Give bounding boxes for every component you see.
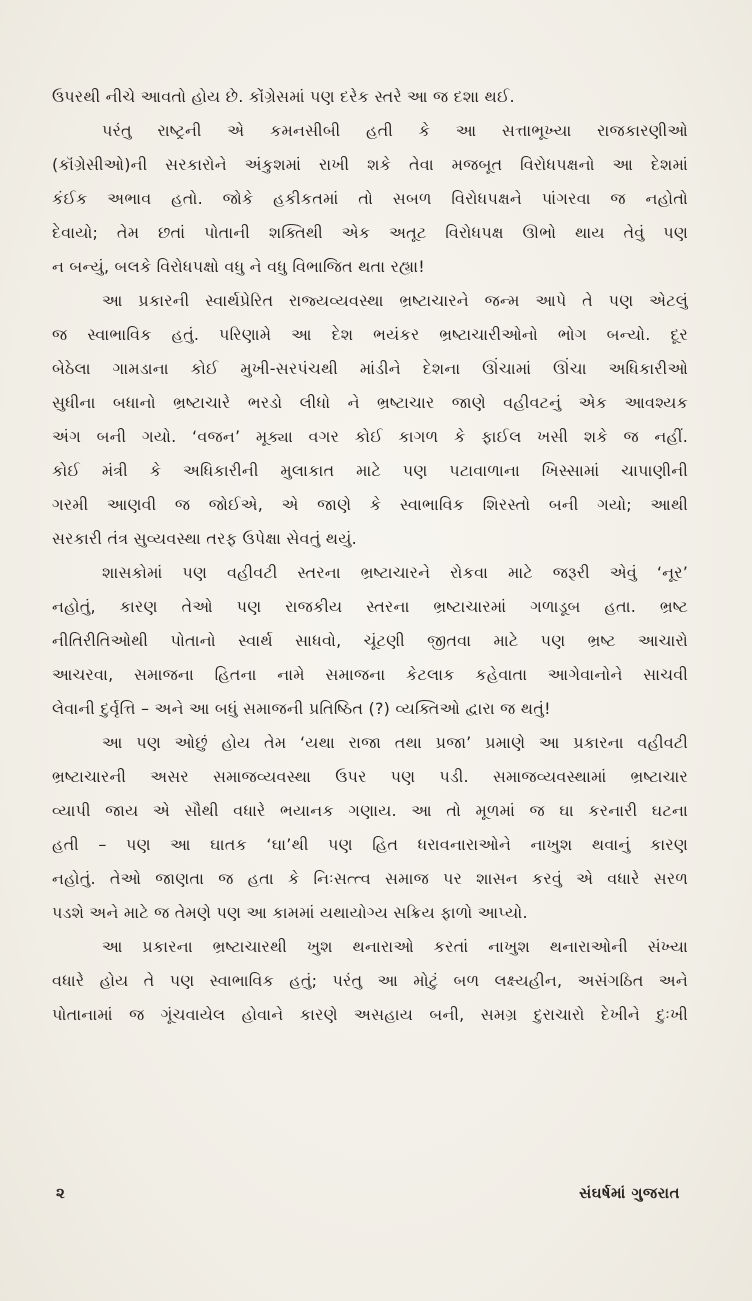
text-line: જ સ્વાભાવિક હતું. પરિણામે આ દેશ ભયંકર ભ્રષ્ટાચારીઓનો ભોગ બન્યો. દૂર	[52, 325, 688, 344]
text-line: પડશે અને માટે જ તેમણે પણ આ કામમાં યથાયોગ્ય સક્રિય ફાળો આપ્યો.	[52, 903, 528, 922]
paragraph	[52, 284, 688, 556]
text-line: સરકારી તંત્ર સુવ્યવસ્થા તરફ ઉપેક્ષા સેવતું થયું.	[52, 529, 357, 548]
text-line: દેવાયો; તેમ છતાં પોતાની શક્તિથી એક અતૂટ વિરોધપક્ષ ઊભો થાય તેવું પણ	[52, 223, 688, 242]
text-line: શાસકોમાં પણ વહીવટી સ્તરના ભ્રષ્ટાચારને રોકવા માટે જરૂરી એવું ‘નૂર’	[102, 563, 688, 582]
text-line: આચરવા, સમાજના હિતના નામે સમાજના કેટલાક કહેવાતા આગેવાનોને સાચવી	[52, 665, 688, 684]
text-line: આ પણ ઓછું હોય તેમ ‘યથા રાજા તથા પ્રજા’ પ્રમાણે આ પ્રકારના વહીવટી	[102, 733, 688, 752]
text-line: હતી – પણ આ ઘાતક ‘ઘા’થી પણ હિત ધરાવનારાઓને નાખુશ થવાનું કારણ	[52, 835, 688, 854]
text-line: નહોતું, કારણ તેઓ પણ રાજકીય સ્તરના ભ્રષ્ટાચારમાં ગળાડૂબ હતા. ભ્રષ્ટ	[52, 597, 688, 616]
text-line: ઉપરથી નીચે આવતો હોય છે. કોંગ્રેસમાં પણ દરેક સ્તરે આ જ દશા થઈ.	[52, 87, 515, 106]
running-title: સંઘર્ષમાં ગુજરાત	[579, 1184, 680, 1202]
paragraph	[52, 556, 688, 726]
text-line: આ પ્રકારની સ્વાર્થપ્રેરિત રાજ્યવ્યવસ્થા ભ્રષ્ટાચારને જન્મ આપે તે પણ એટલું	[102, 291, 688, 310]
text-line: નીતિરીતિઓથી પોતાનો સ્વાર્થ સાધવો, ચૂંટણી જીતવા માટે પણ ભ્રષ્ટ આચારો	[52, 631, 688, 650]
text-line: અંગ બની ગયો. ‘વજન’ મૂક્યા વગર કોઈ કાગળ કે ફાઈલ ખસી શકે જ નહીં.	[52, 427, 688, 446]
text-line: આ પ્રકારના ભ્રષ્ટાચારથી ખુશ થનારાઓ કરતાં નાખુશ થનારાઓની સંખ્યા	[102, 937, 688, 956]
page-footer	[52, 1180, 692, 1210]
text-line: સુધીના બધાનો ભ્રષ્ટાચારે ભરડો લીધો ને ભ્રષ્ટાચાર જાણે વહીવટનું એક આવશ્યક	[52, 393, 688, 412]
text-line: નહોતું. તેઓ જાણતા જ હતા કે નિઃસત્ત્વ સમાજ પર શાસન કરવું એ વધારે સરળ	[52, 869, 688, 888]
text-line: કંઈક અભાવ હતો. જોકે હકીકતમાં તો સબળ વિરોધપક્ષને પાંગરવા જ નહોતો	[52, 189, 688, 208]
text-line: લેવાની દુર્વૃત્તિ – અને આ બધું સમાજની પ્રતિષ્ઠિત (?) વ્યક્તિઓ દ્વારા જ થતું!	[52, 699, 551, 718]
paragraph	[52, 80, 688, 114]
text-line: વધારે હોય તે પણ સ્વાભાવિક હતું; પરંતુ આ મોટું બળ લક્ષ્યહીન, અસંગઠિત અને	[52, 971, 688, 990]
paragraph	[52, 930, 688, 1032]
text-line: વ્યાપી જાય એ સૌથી વધારે ભયાનક ગણાય. આ તો મૂળમાં જ ઘા કરનારી ઘટના	[52, 801, 688, 820]
text-line: ન બન્યું, બલકે વિરોધપક્ષો વધુ ને વધુ વિભાજિત થતા રહ્યા!	[52, 257, 425, 276]
text-line: ભ્રષ્ટાચારની અસર સમાજવ્યવસ્થા ઉપર પણ પડી. સમાજવ્યવસ્થામાં ભ્રષ્ટાચાર	[52, 767, 688, 786]
paragraph	[52, 114, 688, 284]
text-line: કોઈ મંત્રી કે અધિકારીની મુલાકાત માટે પણ પટાવાળાના ખિસ્સામાં ચાપાણીની	[52, 461, 688, 480]
page-number: ૨	[56, 1184, 65, 1202]
text-line: ગરમી આણવી જ જોઈએ, એ જાણે કે સ્વાભાવિક શિરસ્તો બની ગયો; આથી	[52, 495, 688, 514]
text-line: પોતાનામાં જ ગૂંચવાયેલ હોવાને કારણે અસહાય બની, સમગ્ર દુરાચારો દેખીને દુઃખી	[52, 1005, 688, 1024]
paragraph	[52, 726, 688, 930]
body-text	[52, 80, 688, 1032]
text-line: પરંતુ રાષ્ટ્રની એ કમનસીબી હતી કે આ સત્તાભૂખ્યા રાજકારણીઓ	[102, 121, 688, 140]
text-line: (કૉંગ્રેસીઓ)ની સરકારોને અંકુશમાં રાખી શકે તેવા મજબૂત વિરોધપક્ષનો આ દેશમાં	[52, 155, 688, 174]
text-line: બેઠેલા ગામડાના કોઈ મુખી-સરપંચથી માંડીને દેશના ઊંચામાં ઊંચા અધિકારીઓ	[52, 359, 688, 378]
